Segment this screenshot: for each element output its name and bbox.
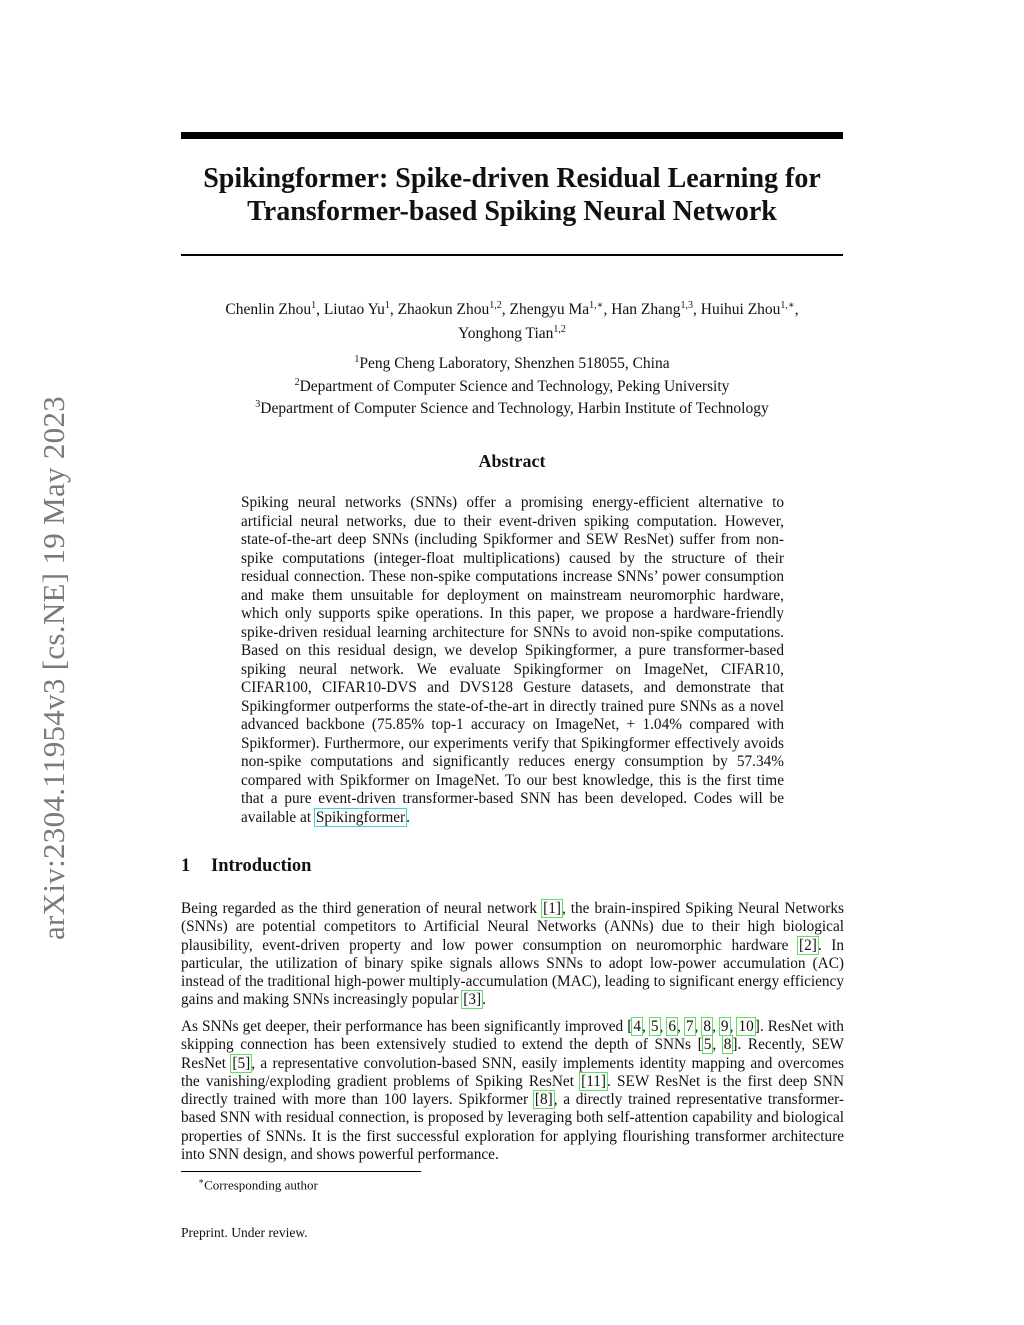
section-heading-introduction <box>181 856 843 877</box>
arxiv-identifier: arXiv:2304.11954v3 [cs.NE] 19 May 2023 <box>36 395 71 940</box>
author-list: Chenlin Zhou$^1$, Liutao Yu$^1$, Zhaokun Zhou$^{1,2}$, Zhengyu $Ma^{1,∗}$, Han Zhang$^{1,3}$, Huihui Zhou$^{1,∗}$, Yonghong Tian$^{1,2}$ <box>225 300 799 343</box>
author: Chenlin Zhou$^1$ <box>225 300 317 319</box>
citation-link[interactable]: [5] <box>232 1054 251 1072</box>
section-title: Introduction <box>211 856 312 876</box>
title-line-1: Spikingformer: Spike-driven Residual Learning for <box>203 163 821 194</box>
code-link[interactable]: Spikingformer <box>315 808 406 826</box>
author: Yonghong Tian$^{1,2}$ <box>458 324 566 343</box>
title-top-rule <box>181 132 843 139</box>
preprint-note: Preprint. Under review. <box>181 1225 308 1240</box>
citation-link[interactable]: 6 <box>668 1018 677 1035</box>
author: Han Zhang$^{1,3}$ <box>611 300 694 319</box>
affiliation: $^3$Department of Computer Science and Technology, Harbin Institute of Technology <box>255 399 769 418</box>
paragraph-text: , a directly trained representative transformer-based SNN with residual connection, is proposed by leveraging both self-attention capability and biological properties of SNNs. It is the first successful exploration for applying flourishing transformer architecture into SNN design, and shows powerful performance. <box>181 1091 844 1164</box>
citation-link[interactable]: 5 <box>703 1036 712 1054</box>
abstract-text: Spiking neural networks (SNNs) offer a promising energy-efficient alternative to artificial neural networks, due to their event-driven spiking computation. However, state-of-the-art deep SNNs (including Spikformer and SEW ResNet) suffer from non-spike computations (integer-float multiplications) caused by the structure of their residual connection. These non-spike computations increase SNNs’ power consumption and make them unsuitable for deployment on mainstream neuromorphic hardware, which only supports spike operations. In this paper, we propose a hardware-friendly spike-driven residual learning architecture for SNNs to avoid non-spike computations. Based on this residual design, we develop Spikingformer, a pure transformer-based spiking neural network. We evaluate Spikingformer on ImageNet, CIFAR10, CIFAR100, CIFAR10-DVS and DVS128 Gesture datasets, and demonstrate that Spikingformer outperforms the state-of-the-art in directly trained pure SNNs as a novel advanced backbone (75.85% top-1 accuracy on ImageNet, + 1.04% compared with Spikformer). Furthermore, our experiments verify that Spikingformer effectively avoids non-spike computations and significantly reduces energy consumption by 57.34% compared with Spikformer on ImageNet. To our best knowledge, this is the first time that a pure event-driven transformer-based SNN has been developed. Codes will be available at <box>241 494 784 826</box>
paragraph-text: . In particular, the utilization of binary spike signals allows SNNs to adopt low-power accumulation (AC) instead of the traditional high-power multiply-accumulation (MAC), leading to significant energy efficiency gains and making SNNs increasingly popular <box>181 936 844 1009</box>
paragraph-text: , <box>694 1018 703 1035</box>
citation-link[interactable]: 4 <box>633 1018 641 1035</box>
citation-link[interactable]: [2] <box>798 936 817 954</box>
author: Zhengyu $Ma^{1,∗}$ <box>509 300 604 319</box>
affiliations <box>181 351 843 419</box>
citation-link[interactable]: 8 <box>723 1036 732 1054</box>
affiliation: $^2$Department of Computer Science and Technology, Peking University <box>294 376 730 395</box>
title-line-2: Transformer-based Spiking Neural Network <box>247 196 777 227</box>
author: Zhaokun Zhou$^{1,2}$ <box>397 300 502 319</box>
paragraph-text: , <box>677 1018 685 1035</box>
paper-title <box>181 162 843 228</box>
paragraph-text: , <box>712 1036 723 1054</box>
affiliation: $^1$Peng Cheng Laboratory, Shenzhen 518055, China <box>354 354 670 373</box>
paragraph-text: Being regarded as the third generation of neural network <box>181 900 543 917</box>
citation-link[interactable]: [1] <box>543 900 561 917</box>
footnote-rule <box>181 1171 421 1172</box>
citation-link[interactable]: 8 <box>703 1018 712 1035</box>
paragraph-text: , <box>712 1018 720 1035</box>
citation-link[interactable]: 7 <box>685 1018 694 1035</box>
paragraph-text: ]. ResNet with skipping connection has been extensively studied to extend the depth of SNNs [ <box>181 1018 844 1054</box>
footnote: ∗Corresponding author <box>198 1176 318 1193</box>
abstract-heading: Abstract <box>478 451 546 471</box>
citation-link[interactable]: 5 <box>650 1018 659 1035</box>
paragraph-text: , a representative convolution-based SNN, easily implements identity mapping and overcomes the vanishing/exploding gradient problems of Spiking ResNet <box>181 1054 845 1090</box>
abstract-body: Spiking neural networks (SNNs) offer a promising energy-efficient alternative to artificial neural networks, due to their event-driven spiking computation. However, state-of-the-art deep SNNs (including Spikformer and SEW ResNet) suffer from non-spike computations (integer-float multiplications) caused by the structure of their residual connection. These non-spike computations increase SNNs’ power consumption and make them unsuitable for deployment on mainstream neuromorphic hardware, which only supports spike operations. In this paper, we propose a hardware-friendly spike-driven residual learning architecture for SNNs to avoid non-spike computations. Based on this residual design, we develop Spikingformer, a pure transformer-based spiking neural network. We evaluate Spikingformer on ImageNet, CIFAR10, CIFAR100, CIFAR10-DVS and DVS128 Gesture datasets, and demonstrate that Spikingformer outperforms the state-of-the-art in directly trained pure SNNs as a novel advanced backbone (75.85% top-1 accuracy on ImageNet, + 1.04% compared with Spikformer). Furthermore, our experiments verify that Spikingformer effectively avoids non-spike computations and significantly reduces energy consumption by 57.34% compared with Spikformer on ImageNet. To our best knowledge, this is the first time that a pure event-driven transformer-based SNN has been developed. Codes will be available at Spikingformer. <box>241 494 784 826</box>
section-number: 1 <box>181 856 191 876</box>
intro-paragraph-2 <box>181 1018 844 1164</box>
paragraph-text: , <box>659 1018 668 1035</box>
title-bottom-rule <box>181 254 843 256</box>
intro-paragraph-1 <box>181 900 844 1010</box>
author: Liutao Yu$^1$ <box>323 300 390 319</box>
paragraph-text: , the brain-inspired Spiking Neural Networks (SNNs) are potential competitors to Artificial Neural Networks (ANNs) due to their high biological plausibility, event-driven property and low power consumption on neuromorphic hardware <box>181 900 844 954</box>
citation-link[interactable]: 9 <box>720 1018 729 1035</box>
paragraph-text: ]. Recently, SEW ResNet <box>181 1036 844 1072</box>
citation-link[interactable]: [11] <box>581 1072 607 1090</box>
author: Huihui Zhou$^{1,∗}$ <box>700 300 795 319</box>
paragraph-text: , <box>642 1018 650 1035</box>
paragraph-text: As SNNs get deeper, their performance has been significantly improved [ <box>181 1018 633 1035</box>
citation-link[interactable]: 10 <box>738 1018 754 1035</box>
paragraph-text: . <box>482 991 486 1009</box>
paragraph-text: , <box>729 1018 738 1035</box>
citation-link[interactable]: [3] <box>463 991 482 1009</box>
paragraph-text: . SEW ResNet is the first deep SNN directly trained with more than 100 layers. Spikformer <box>181 1072 844 1109</box>
citation-link[interactable]: [8] <box>534 1091 553 1109</box>
